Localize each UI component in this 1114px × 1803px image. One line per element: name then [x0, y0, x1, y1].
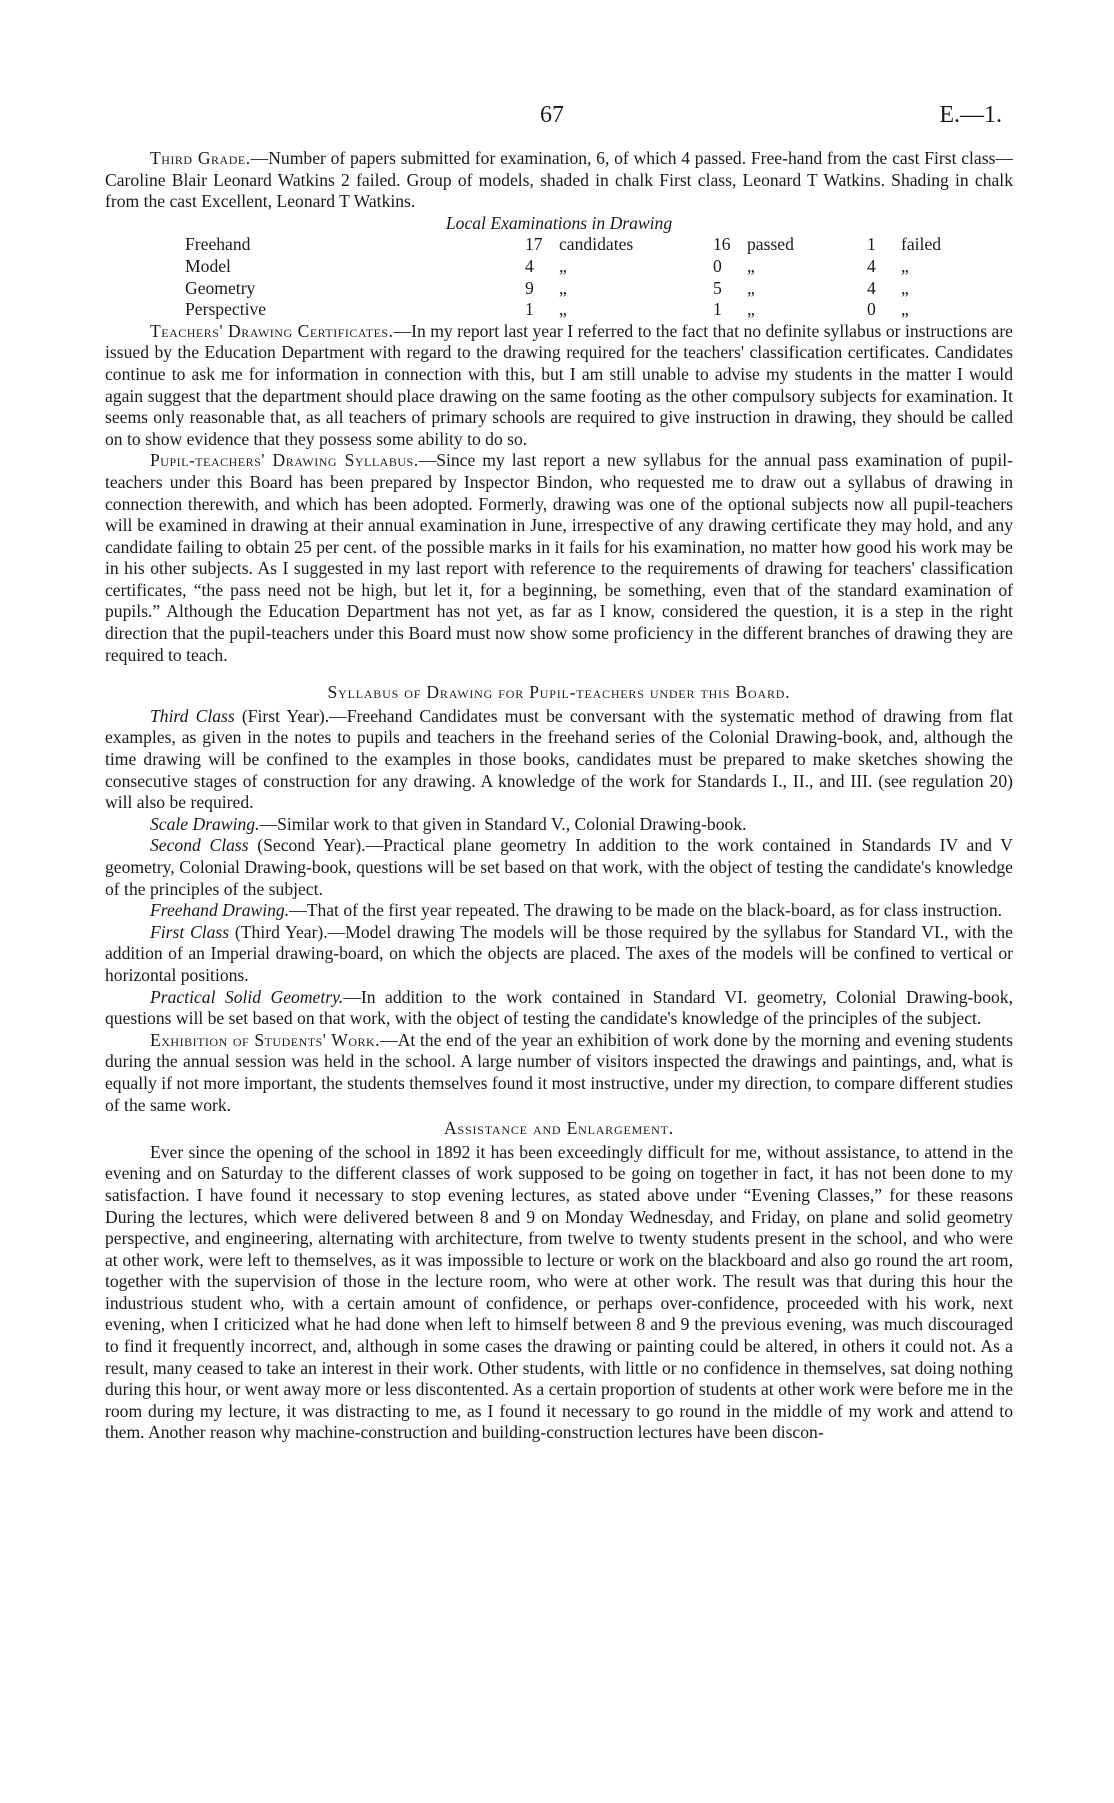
- paragraph-text: (Second Year).—Practical plane geometry In addition to the work contained in Standards IV and V geometry, Colonial Drawing-book, questions will be set based on that work, with the object of testing the candidate's knowledge of the principles of the subject.: [105, 835, 1013, 899]
- paragraph-pupil-teachers: [105, 450, 1013, 666]
- candidates-cell: [525, 256, 713, 278]
- paragraph-heading: Second Class: [150, 835, 249, 856]
- failed-cell: [867, 234, 987, 256]
- paragraph-third-class: [105, 706, 1013, 814]
- paragraph-heading: Teachers' Drawing Certificates.: [150, 320, 394, 341]
- table-title: Local Examinations in Drawing: [445, 212, 673, 233]
- paragraph-freehand-drawing: [105, 900, 1013, 922]
- passed-count: 5: [713, 277, 722, 298]
- candidates-cell: [525, 278, 713, 300]
- paragraph-third-grade: [105, 148, 1013, 213]
- candidates-count: 1: [525, 299, 534, 320]
- candidates-unit: „: [559, 277, 567, 298]
- passed-unit: „: [747, 299, 755, 320]
- table-row: [185, 278, 987, 300]
- paragraph-exhibition: [105, 1030, 1013, 1116]
- page-header: [0, 102, 1114, 132]
- subject-cell: Geometry: [185, 277, 256, 298]
- paragraph-heading: Pupil-teachers' Drawing Syllabus.: [150, 450, 419, 471]
- failed-count: 1: [867, 234, 876, 255]
- paragraph-heading: Scale Drawing.: [150, 813, 260, 834]
- candidates-cell: [525, 299, 713, 321]
- document-reference: E.—1.: [939, 102, 1002, 128]
- candidates-unit: candidates: [559, 234, 634, 255]
- paragraph-teachers-certificates: [105, 321, 1013, 451]
- passed-count: 0: [713, 255, 722, 276]
- paragraph-first-class: [105, 922, 1013, 987]
- paragraph-assistance: Ever since the opening of the school in 1892 it has been exceedingly difficult for me, without assistance, to attend in the evening and on Saturday to the different classes of work supposed to be going on together in fact, it has not been done to my satisfaction. I have found it necessary to stop evening lectures, as stated above under “Evening Classes,” for these reasons During the lectures, which were delivered between 8 and 9 on Monday Wednesday, and Friday, on plane and solid geometry perspective, and engineering, alternating with architecture, from twelve to twenty students present in the school, and who were at other work, were left to themselves, as it was impossible to lecture or work on the blackboard and also go round the art room, together with the supervision of those in the lecture room, who were at other work. The result was that during this hour the industrious student who, with a certain amount of confidence, or perhaps over-confidence, proceeded with his work, next evening, when I criticized what he had done when left to himself between 8 and 9 the previous evening, was much discouraged to find it frequently incorrect, and, although in some cases the drawing or painting could be altered, in others it could not. As a result, many ceased to take an interest in their work. Other students, with little or no confidence in themselves, sat doing nothing during this hour, or went away more or less discontented. As a certain proportion of students at other work were before me in the room during my lecture, it was distracting to me, as I found it necessary to go round in the middle of my work and attend to them. Another reason why machine-construction and building-construction lectures have been discon-: [105, 1141, 1013, 1443]
- candidates-count: 17: [525, 234, 543, 255]
- failed-count: 4: [867, 277, 876, 298]
- failed-count: 0: [867, 299, 876, 320]
- candidates-unit: „: [559, 255, 567, 276]
- page-number: 67: [540, 102, 564, 128]
- local-examinations-table: [185, 234, 987, 320]
- passed-cell: [713, 256, 867, 278]
- passed-unit: „: [747, 277, 755, 298]
- table-row: [185, 299, 987, 321]
- paragraph-practical-solid-geometry: [105, 987, 1013, 1030]
- paragraph-text: —In addition to the work contained in Standard VI. geometry, Colonial Drawing-book, questions will be set based on that work, with the object of testing the candidate's knowledge of the principles of the subject.: [105, 986, 1013, 1029]
- paragraph-heading: First Class: [150, 921, 230, 942]
- table-row: [185, 256, 987, 278]
- passed-unit: „: [747, 255, 755, 276]
- passed-unit: passed: [747, 234, 794, 255]
- failed-cell: [867, 299, 987, 321]
- paragraph-text: —That of the first year repeated. The drawing to be made on the black-board, as for class instruction.: [289, 900, 1003, 921]
- candidates-count: 9: [525, 277, 534, 298]
- candidates-cell: [525, 234, 713, 256]
- section-heading-assistance: Assistance and Enlargement.: [444, 1118, 674, 1139]
- paragraph-scale-drawing: [105, 814, 1013, 836]
- paragraph-heading: Freehand Drawing.: [150, 900, 290, 921]
- paragraph-second-class: [105, 835, 1013, 900]
- passed-cell: [713, 234, 867, 256]
- failed-unit: „: [901, 299, 909, 320]
- passed-count: 16: [713, 234, 731, 255]
- paragraph-text: (First Year).—Freehand Candidates must be conversant with the systematic method of drawing from flat examples, as given in the notes to pupils and teachers in the freehand series of the Colonial Drawing-book, and, although the time drawing will be confined to the examples in those books, candidates must be prepared to make sketches showing the consecutive stages of construction for any drawing. A knowledge of the work for Standards I., II., and III. (see regulation 20) will also be required.: [105, 705, 1013, 813]
- paragraph-text: (Third Year).—Model drawing The models will be those required by the syllabus for Standard VI., with the addition of an Imperial drawing-board, on which the objects are placed. The axes of the models will be confined to vertical or horizontal positions.: [105, 921, 1013, 985]
- passed-count: 1: [713, 299, 722, 320]
- failed-unit: failed: [901, 234, 942, 255]
- paragraph-text: —Similar work to that given in Standard V., Colonial Drawing-book.: [259, 813, 747, 834]
- paragraph-heading: Third Class: [150, 705, 235, 726]
- failed-count: 4: [867, 255, 876, 276]
- paragraph-text: —Number of papers submitted for examination, 6, of which 4 passed. Free-hand from the cast First class—Caroline Blair Leonard Watkins 2 failed. Group of models, shaded in chalk First class, Leonard T Watkins. Shading in chalk from the cast Excellent, Leonard T Watkins.: [105, 148, 1014, 212]
- passed-cell: [713, 278, 867, 300]
- failed-unit: „: [901, 277, 909, 298]
- passed-cell: [713, 299, 867, 321]
- failed-cell: [867, 256, 987, 278]
- candidates-count: 4: [525, 255, 534, 276]
- paragraph-heading: Exhibition of Students' Work.: [150, 1029, 381, 1050]
- candidates-unit: „: [559, 299, 567, 320]
- table-row: [185, 234, 987, 256]
- page-body: [105, 148, 1013, 1444]
- subject-cell: Freehand: [185, 234, 251, 255]
- section-heading-syllabus: Syllabus of Drawing for Pupil-teachers under this Board.: [327, 682, 791, 703]
- failed-cell: [867, 278, 987, 300]
- failed-unit: „: [901, 255, 909, 276]
- paragraph-heading: Third Grade.: [150, 148, 251, 168]
- paragraph-text: —At the end of the year an exhibition of work done by the morning and evening students during the annual session was held in the school. A large number of visitors inspected the drawings and paintings, and, what is equally if not more important, the students themselves found it most instructive, under my direction, to compare different studies of the same work.: [105, 1029, 1013, 1115]
- subject-cell: Model: [185, 255, 231, 276]
- subject-cell: Perspective: [185, 299, 267, 320]
- paragraph-text: —Since my last report a new syllabus for the annual pass examination of pupil-teachers under this Board has been prepared by Inspector Bindon, who requested me to draw out a syllabus of drawing in connection therewith, and which has been adopted. Formerly, drawing was one of the optional subjects now all pupil-teachers will be examined in drawing at their annual examination in June, irrespective of any drawing certificate they may hold, and any candidate failing to obtain 25 per cent. of the possible marks in it fails for his examination, no matter how good his work may be in his other subjects. As I suggested in my last report with reference to the requirements of drawing for teachers' classification certificates, “the pass need not be high, but let it, for a beginning, be something, even that of the standard examination of pupils.” Although the Education Department has not yet, as far as I know, considered the question, it is a step in the right direction that the pupil-teachers under this Board must now show some proficiency in the different branches of drawing they are required to teach.: [105, 450, 1013, 665]
- paragraph-text: —In my report last year I referred to the fact that no definite syllabus or instructions are issued by the Education Department with regard to the drawing required for the teachers' classification certificates. Candidates continue to ask me for information in connection with this, but I am still unable to advise my students in the matter I would again suggest that the department should place drawing on the same footing as the other compulsory subjects for examination. It seems only reasonable that, as all teachers of primary schools are required to give instruction in drawing, they should be called on to show evidence that they possess some ability to do so.: [105, 320, 1013, 449]
- paragraph-heading: Practical Solid Geometry.: [150, 986, 344, 1007]
